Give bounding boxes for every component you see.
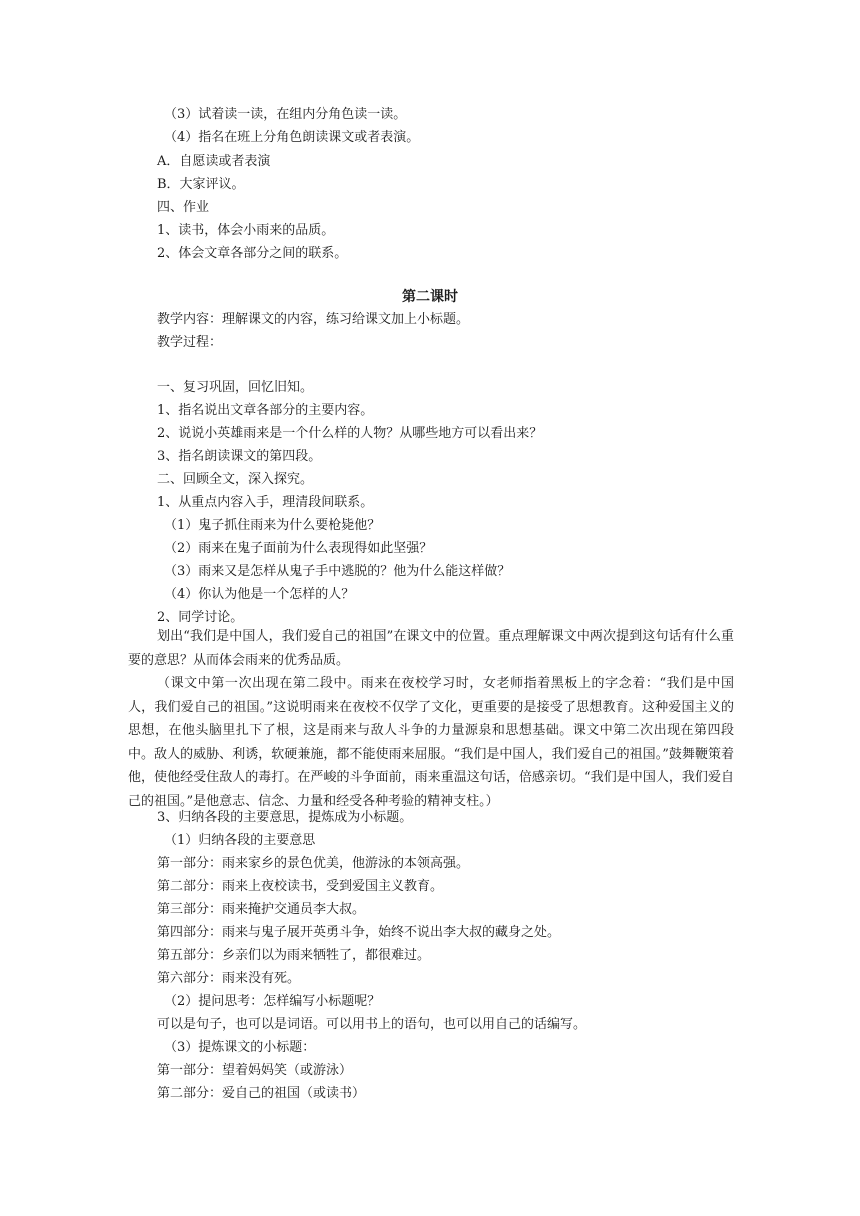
section-heading: 四、作业 xyxy=(157,200,210,215)
text-line: 3、指名朗读课文的第四段。 xyxy=(157,449,322,464)
text-line: 2、同学讨论。 xyxy=(157,610,244,625)
text-line: （2）雨来在鬼子面前为什么表现得如此坚强？ xyxy=(164,541,433,556)
text-line: 第一部分：雨来家乡的景色优美，他游泳的本领高强。 xyxy=(157,856,470,871)
text-line: （1）归纳各段的主要意思 xyxy=(164,833,316,848)
text-line: A．自愿读或者表演 xyxy=(157,154,271,169)
text-line: 1、从重点内容入手，理清段间联系。 xyxy=(157,495,374,510)
text-line: 2、说说小英雄雨来是一个什么样的人物？从哪些地方可以看出来？ xyxy=(157,426,543,441)
text-line: （2）提问思考：怎样编写小标题呢？ xyxy=(164,994,381,1009)
text-line: （3）试着读一读，在组内分角色读一读。 xyxy=(164,107,407,122)
text-line: 1、读书，体会小雨来的品质。 xyxy=(157,223,335,238)
text-line: 第一部分：望着妈妈笑（或游泳） xyxy=(157,1063,353,1078)
text-line: 2、体会文章各部分之间的联系。 xyxy=(157,246,348,261)
text-line: （3）雨来又是怎样从鬼子手中逃脱的？他为什么能这样做？ xyxy=(164,564,511,579)
text-line: B．大家评议。 xyxy=(157,177,245,192)
text-line: 可以是句子，也可以是词语。可以用书上的语句，也可以用自己的话编写。 xyxy=(157,1017,587,1032)
text-line: （1）鬼子抓住雨来为什么要枪毙他？ xyxy=(164,518,381,533)
text-line: 第二部分：雨来上夜校读书，受到爱国主义教育。 xyxy=(157,879,444,894)
paragraph: 划出“我们是中国人，我们爱自己的祖国”在课文中的位置。重点理解课文中两次提到这句话有什么重要的意思？从而体会雨来的优秀品质。 xyxy=(128,629,734,668)
section-heading: 3、归纳各段的主要意思，提炼成为小标题。 xyxy=(157,810,413,825)
text-line: （3）提炼课文的小标题： xyxy=(164,1040,316,1055)
text-line: （4）你认为他是一个怎样的人？ xyxy=(164,587,355,602)
text-line: 1、指名说出文章各部分的主要内容。 xyxy=(157,403,374,418)
section-heading: 一、复习巩固，回忆旧知。 xyxy=(157,380,314,395)
text-line: 第三部分：雨来掩护交通员李大叔。 xyxy=(157,902,366,917)
text-line: 第五部分：乡亲们以为雨来牺牲了，都很难过。 xyxy=(157,948,431,963)
teaching-process-label: 教学过程： xyxy=(157,335,223,350)
text-line: 第二部分：爱自己的祖国（或读书） xyxy=(157,1086,366,1101)
teaching-content: 教学内容：理解课文的内容，练习给课文加上小标题。 xyxy=(157,312,470,327)
lesson-title: 第二课时 xyxy=(402,289,458,305)
text-line: 第六部分：雨来没有死。 xyxy=(157,971,301,986)
text-line: 第四部分：雨来与鬼子展开英勇斗争，始终不说出李大叔的藏身之处。 xyxy=(157,925,561,940)
paragraph: （课文中第一次出现在第二段中。雨来在夜校学习时，女老师指着黑板上的字念着：“我们是中国人，我们爱自己的祖国。”这说明雨来在夜校不仅学了文化，更重要的是接受了思想教育。这种爱国主义的思想，在他头脑里扎下了根，这是雨来与敌人斗争的力量源泉和思想基础。课文中第二次出现在第四段中。敌人的威胁、利诱，软硬兼施，都不能使雨来屈服。“我们是中国人，我们爱自己的祖国。”鼓舞鞭策着他，使他经受住敌人的毒打。在严峻的斗争面前，雨来重温这句话，倍感亲切。“我们是中国人，我们爱自己的祖国。”是他意志、信念、力量和经受各种考验的精神支柱。） xyxy=(128,676,734,809)
text-line: （4）指名在班上分角色朗读课文或者表演。 xyxy=(164,130,420,145)
section-heading: 二、回顾全文，深入探究。 xyxy=(157,472,314,487)
